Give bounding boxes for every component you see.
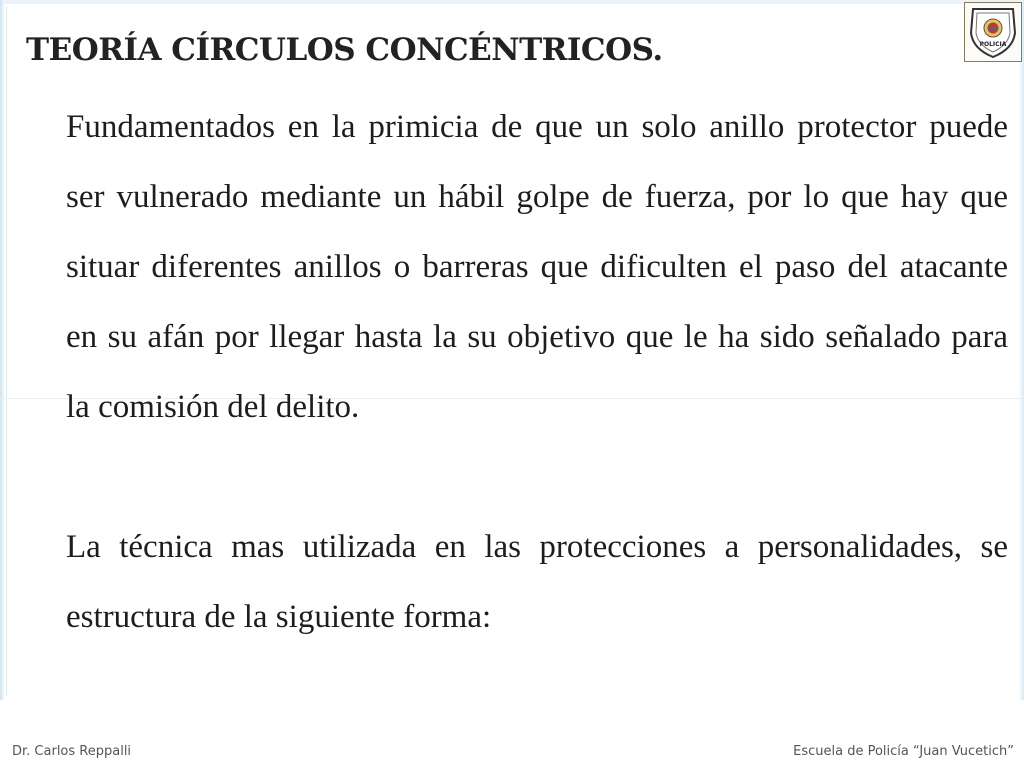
police-shield-icon bbox=[964, 2, 1022, 62]
frame-right-border bbox=[1020, 0, 1024, 700]
frame-left-border bbox=[0, 0, 4, 700]
body-paragraph-1: Fundamentados en la primicia de que un solo anillo protector puede ser vulnerado mediante un hábil golpe de fuerza, por lo que hay que situar diferentes anillos o barreras que dificulten el paso del atacante en su afán por llegar hasta la su objetivo que le ha sido señalado para la comisión del delito. bbox=[66, 109, 1008, 425]
body-paragraph-2: La técnica mas utilizada en las protecciones a personalidades, se estructura de la siguiente forma: bbox=[66, 529, 1008, 635]
logo-text: POLICIA bbox=[979, 41, 1007, 48]
frame-top-border bbox=[0, 0, 1024, 4]
slide-title: TEORÍA CÍRCULOS CONCÉNTRICOS. bbox=[26, 32, 663, 68]
footer-institution: Escuela de Policía “Juan Vucetich” bbox=[793, 744, 1014, 759]
footer-author: Dr. Carlos Reppalli bbox=[12, 744, 132, 759]
